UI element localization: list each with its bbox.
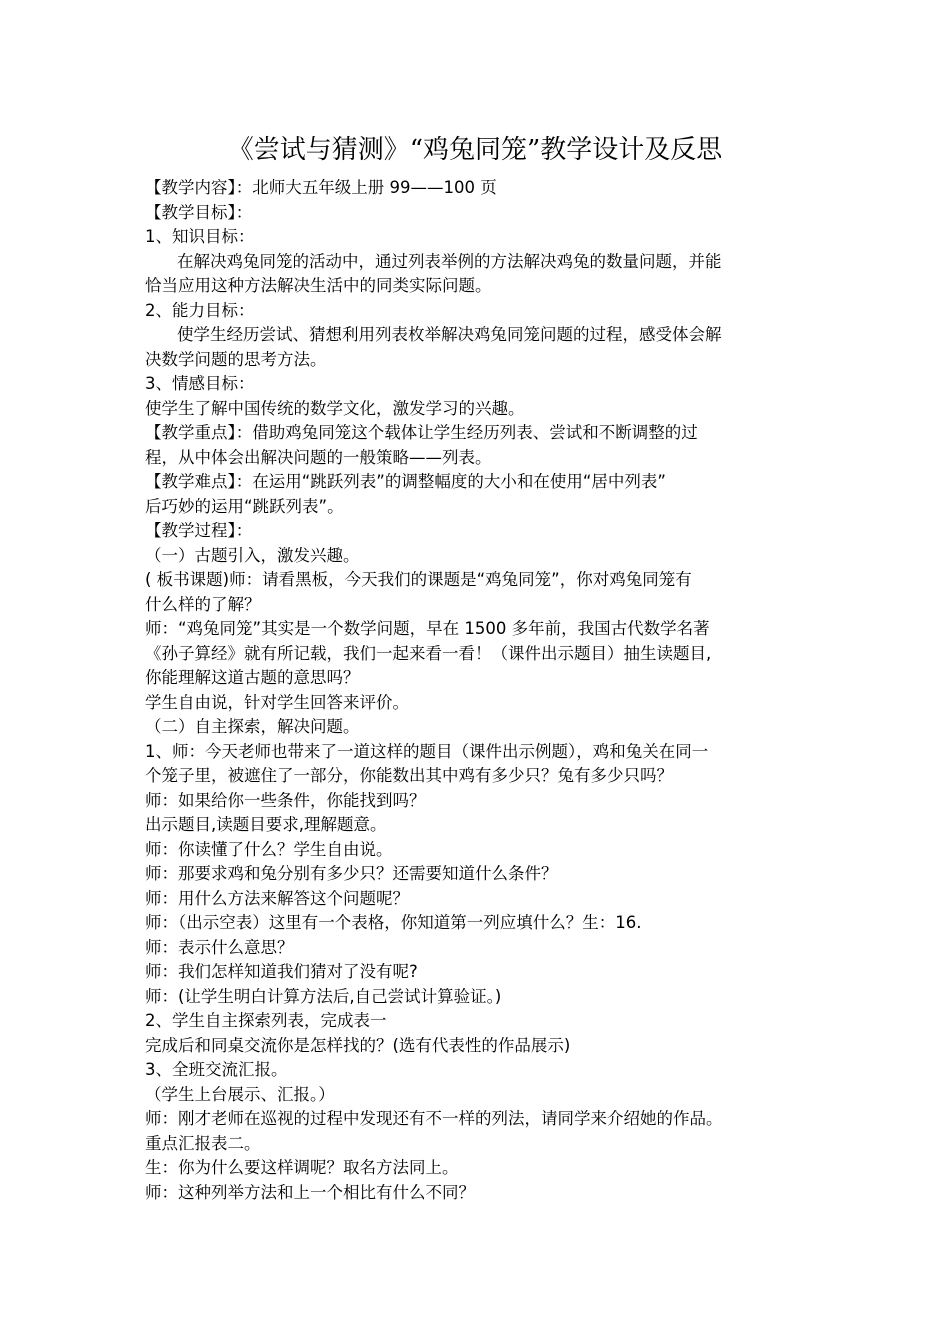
text-line: 在解决鸡兔同笼的活动中，通过列表举例的方法解决鸡兔的数量问题，并能 — [177, 251, 722, 271]
text-line: 师：“鸡兔同笼”其实是一个数学问题，早在 1500 多年前，我国古代数学名著 — [145, 619, 710, 638]
text-line: 《孙子算经》就有所记载，我们一起来看一看！（课件出示题目）抽生读题目, — [145, 643, 712, 663]
text-line: 3、情感目标： — [145, 374, 255, 393]
text-line: 师：（出示空表）这里有一个表格，你知道第一列应填什么？生：16. — [145, 913, 642, 932]
text-line: 使学生经历尝试、猜想利用列表枚举解决鸡兔同笼问题的过程，感受体会解 — [177, 325, 722, 344]
text-line: 1、知识目标： — [145, 227, 255, 246]
text-line: 决数学问题的思考方法。 — [145, 349, 327, 369]
text-line: 生：你为什么要这样调呢？取名方法同上。 — [145, 1158, 459, 1177]
text-line: 【教学难点】：在运用“跳跃列表”的调整幅度的大小和在使用“居中列表” — [145, 472, 666, 491]
document-title: 《尝试与猜测》“鸡兔同笼”教学设计及反思 — [227, 135, 723, 165]
text-line: （学生上台展示、汇报。） — [145, 1084, 335, 1104]
text-line: 师：你读懂了什么？学生自由说。 — [145, 839, 393, 859]
document-body — [145, 176, 813, 1205]
text-line: 【教学重点】：借助鸡兔同笼这个载体让学生经历列表、尝试和不断调整的过 — [145, 423, 698, 442]
text-line: 程，从中体会出解决问题的一般策略——列表。 — [145, 447, 492, 467]
text-line: 1、师：今天老师也带来了一道这样的题目（课件出示例题），鸡和兔关在同一 — [145, 741, 709, 761]
text-line: 师：我们怎样知道我们猜对了没有呢? — [145, 962, 418, 981]
text-line: 师：那要求鸡和兔分别有多少只？还需要知道什么条件？ — [145, 864, 558, 883]
text-line: 重点汇报表二。 — [145, 1133, 261, 1153]
text-line: 你能理解这道古题的意思吗？ — [145, 668, 360, 687]
text-line: 2、能力目标： — [145, 300, 255, 320]
text-line: （一）古题引入，激发兴趣。 — [145, 545, 360, 565]
text-line: 使学生了解中国传统的数学文化，激发学习的兴趣。 — [145, 398, 525, 418]
text-line: 师：用什么方法来解答这个问题呢？ — [145, 888, 409, 908]
text-line: 【教学内容】：北师大五年级上册 99——100 页 — [145, 178, 497, 197]
text-line: 后巧妙的运用“跳跃列表”。 — [145, 496, 344, 516]
text-line: 个笼子里，被遮住了一部分，你能数出其中鸡有多少只？兔有多少只吗？ — [145, 766, 673, 785]
text-line: 师：刚才老师在巡视的过程中发现还有不一样的列法，请同学来介绍她的作品。 — [145, 1109, 723, 1128]
text-line: 【教学目标】： — [145, 202, 253, 222]
text-line: 3、全班交流汇报。 — [145, 1060, 288, 1079]
text-line: 师：如果给你一些条件，你能找到吗？ — [145, 790, 426, 810]
text-line: 完成后和同桌交流你是怎样找的？(选有代表性的作品展示) — [145, 1035, 571, 1055]
text-line: 什么样的了解？ — [145, 594, 261, 614]
text-line: 【教学过程】： — [145, 521, 253, 540]
text-line: 学生自由说，针对学生回答来评价。 — [145, 692, 409, 712]
text-line: ( 板书课题)师：请看黑板，今天我们的课题是“鸡兔同笼”，你对鸡兔同笼有 — [145, 570, 692, 589]
text-line: 恰当应用这种方法解决生活中的同类实际问题。 — [145, 276, 492, 295]
text-line: 师：这种列举方法和上一个相比有什么不同？ — [145, 1182, 475, 1202]
text-line: 出示题目,读题目要求,理解题意。 — [145, 815, 387, 834]
text-line: 师：(让学生明白计算方法后,自己尝试计算验证。) — [145, 986, 502, 1006]
text-line: 2、学生自主探索列表，完成表一 — [145, 1011, 387, 1030]
text-line: 师：表示什么意思？ — [145, 937, 294, 957]
text-line: （二）自主探索，解决问题。 — [145, 717, 360, 736]
